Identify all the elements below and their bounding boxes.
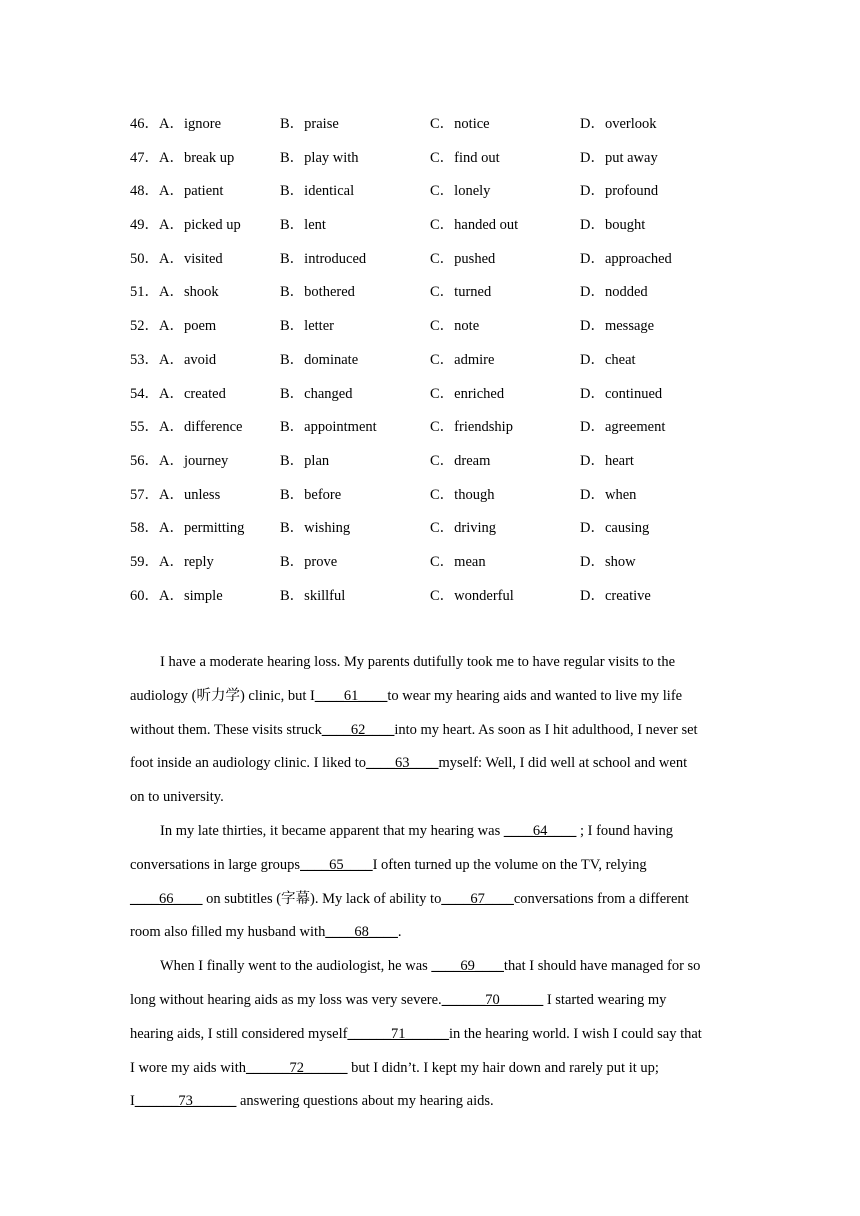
- option-b: [280, 179, 430, 200]
- passage-line: [130, 954, 730, 988]
- passage-text: .: [397, 924, 402, 941]
- question-number: 50．: [130, 250, 159, 267]
- passage-line: [130, 988, 730, 1022]
- option-text: C．driving: [430, 520, 497, 537]
- option-c: [430, 112, 580, 133]
- option-b: [280, 112, 430, 133]
- option-d: [580, 449, 750, 470]
- passage-text: foot inside an audiology clinic. I liked to: [130, 755, 366, 772]
- option-b: [280, 382, 430, 403]
- option-c: [430, 382, 580, 403]
- passage-text: without them. These visits struck: [130, 721, 322, 738]
- option-d: [580, 314, 750, 335]
- option-text: D．causing: [580, 520, 650, 537]
- option-text: B．plan: [280, 452, 330, 469]
- option-a: [130, 584, 280, 605]
- reading-passage: [130, 650, 730, 1123]
- option-text: C．pushed: [430, 250, 496, 267]
- option-c: [430, 415, 580, 436]
- option-a: [130, 112, 280, 133]
- option-b: [280, 449, 430, 470]
- passage-text: I wore my aids with: [130, 1059, 246, 1076]
- passage-text: hearing aids, I still considered myself: [130, 1025, 348, 1042]
- passage-text: that I should have managed for so: [503, 958, 701, 975]
- option-b: [280, 483, 430, 504]
- option-d: [580, 483, 750, 504]
- option-text: C．handed out: [430, 217, 519, 234]
- option-text: A．patient: [159, 183, 224, 200]
- answer-blank: ____68____: [325, 924, 398, 941]
- option-text: A．ignore: [159, 116, 222, 132]
- option-d: [580, 213, 750, 234]
- option-c: [430, 550, 580, 571]
- question-row: [130, 348, 750, 382]
- question-row: [130, 584, 750, 618]
- option-d: [580, 280, 750, 301]
- option-text: C．turned: [430, 284, 492, 301]
- passage-text: conversations from a different: [513, 890, 689, 907]
- answer-blank: ____69____: [431, 958, 504, 975]
- option-text: C．enriched: [430, 385, 505, 402]
- passage-text: When I finally went to the audiologist, he was: [160, 958, 432, 975]
- passage-line: [130, 819, 730, 853]
- option-a: [130, 314, 280, 335]
- option-text: C．lonely: [430, 183, 491, 200]
- passage-text: audiology (听力学) clinic, but I: [130, 687, 315, 704]
- option-a: [130, 382, 280, 403]
- option-b: [280, 550, 430, 571]
- option-text: D．continued: [580, 385, 663, 402]
- option-text: B．introduced: [280, 250, 367, 267]
- option-text: C．find out: [430, 149, 500, 166]
- passage-line: [130, 785, 730, 819]
- option-text: D．show: [580, 553, 636, 570]
- passage-line: [130, 1089, 730, 1123]
- option-a: [130, 213, 280, 234]
- option-c: [430, 280, 580, 301]
- option-text: D．approached: [580, 250, 672, 267]
- passage-text: but I didn’t. I kept my hair down and rarely put it up;: [347, 1059, 659, 1076]
- option-c: [430, 146, 580, 167]
- option-b: [280, 584, 430, 605]
- option-c: [430, 449, 580, 470]
- option-c: [430, 247, 580, 268]
- option-text: C．admire: [430, 351, 495, 368]
- option-a: [130, 483, 280, 504]
- passage-line: [130, 718, 730, 752]
- passage-text: conversations in large groups: [130, 856, 301, 873]
- question-number: 49．: [130, 217, 159, 234]
- question-row: [130, 415, 750, 449]
- option-text: D．agreement: [580, 419, 666, 436]
- option-c: [430, 179, 580, 200]
- option-text: D．nodded: [580, 284, 648, 301]
- question-row: [130, 280, 750, 314]
- option-text: A．visited: [159, 250, 223, 267]
- passage-line: [130, 1022, 730, 1056]
- option-text: D．put away: [580, 149, 658, 166]
- option-d: [580, 415, 750, 436]
- passage-text: on to university.: [130, 789, 224, 806]
- passage-line: [130, 751, 730, 785]
- option-text: C．wonderful: [430, 587, 514, 604]
- passage-text: In my late thirties, it became apparent that my hearing was: [160, 822, 504, 839]
- question-row: [130, 247, 750, 281]
- answer-blank: ______72______: [245, 1059, 348, 1076]
- question-number: 60．: [130, 587, 159, 604]
- option-text: B．letter: [280, 318, 334, 335]
- question-number: 51．: [130, 284, 159, 301]
- question-number: 53．: [130, 351, 159, 368]
- option-a: [130, 449, 280, 470]
- option-text: B．dominate: [280, 351, 359, 368]
- answer-blank: ____63____: [365, 755, 439, 772]
- question-number: 46．: [130, 116, 159, 132]
- option-d: [580, 382, 750, 403]
- option-text: A．shook: [159, 284, 219, 301]
- answer-blank: ______70______: [441, 991, 544, 1008]
- option-d: [580, 348, 750, 369]
- option-b: [280, 415, 430, 436]
- passage-line: [130, 920, 730, 954]
- option-text: B．lent: [280, 217, 326, 234]
- option-c: [430, 213, 580, 234]
- option-b: [280, 247, 430, 268]
- passage-line: [130, 1056, 730, 1090]
- option-a: [130, 247, 280, 268]
- question-row: [130, 382, 750, 416]
- question-number: 54．: [130, 385, 159, 402]
- passage-text: myself: Well, I did well at school and went: [438, 755, 688, 772]
- option-text: B．praise: [280, 116, 339, 132]
- answer-blank: ____64____: [503, 822, 577, 839]
- option-text: A．difference: [159, 419, 243, 436]
- option-text: C．notice: [430, 116, 490, 132]
- option-a: [130, 280, 280, 301]
- option-text: D．profound: [580, 183, 659, 200]
- question-number: 59．: [130, 553, 159, 570]
- option-d: [580, 516, 750, 537]
- option-text: B．identical: [280, 183, 355, 200]
- option-a: [130, 348, 280, 369]
- option-d: [580, 146, 750, 167]
- option-text: C．friendship: [430, 419, 513, 436]
- option-c: [430, 314, 580, 335]
- option-text: A．break up: [159, 149, 235, 166]
- answer-blank: ____62____: [321, 721, 395, 738]
- passage-text: long without hearing aids as my loss was very severe.: [130, 991, 442, 1008]
- question-number: 47．: [130, 149, 159, 166]
- option-text: B．play with: [280, 149, 359, 166]
- answer-blank: ____61____: [314, 687, 388, 704]
- option-text: C．note: [430, 318, 480, 335]
- passage-text: I: [130, 1093, 135, 1110]
- passage-text: I started wearing my: [543, 991, 667, 1008]
- option-b: [280, 146, 430, 167]
- option-text: A．simple: [159, 587, 223, 604]
- option-text: D．when: [580, 486, 637, 503]
- option-text: B．skillful: [280, 587, 346, 604]
- option-text: B．before: [280, 486, 342, 503]
- option-text: B．changed: [280, 385, 353, 402]
- option-text: C．mean: [430, 553, 486, 570]
- question-number: 58．: [130, 520, 159, 537]
- question-number: 52．: [130, 318, 159, 335]
- option-text: A．permitting: [159, 520, 245, 537]
- question-number: 56．: [130, 452, 159, 469]
- passage-text: in the hearing world. I wish I could say that: [448, 1025, 702, 1042]
- option-text: D．message: [580, 318, 655, 335]
- question-number: 55．: [130, 419, 159, 436]
- passage-text: into my heart. As soon as I hit adulthood, I never set: [394, 721, 698, 738]
- option-c: [430, 483, 580, 504]
- option-text: D．bought: [580, 217, 646, 234]
- option-text: D．overlook: [580, 116, 657, 132]
- answer-blank: ______71______: [347, 1025, 449, 1042]
- option-text: D．heart: [580, 452, 634, 469]
- option-text: B．appointment: [280, 419, 377, 436]
- passage-text: answering questions about my hearing aids.: [236, 1093, 494, 1110]
- question-number: 57．: [130, 486, 159, 503]
- option-b: [280, 213, 430, 234]
- answer-blank: ____66____: [130, 890, 203, 907]
- option-text: A．unless: [159, 486, 221, 503]
- passage-line: [130, 887, 730, 921]
- question-row: [130, 550, 750, 584]
- option-b: [280, 314, 430, 335]
- question-row: [130, 112, 750, 146]
- option-text: A．created: [159, 385, 226, 402]
- option-d: [580, 550, 750, 571]
- option-text: A．reply: [159, 553, 214, 570]
- option-c: [430, 348, 580, 369]
- question-row: [130, 516, 750, 550]
- option-a: [130, 415, 280, 436]
- answer-options-table: [130, 112, 750, 617]
- option-b: [280, 516, 430, 537]
- question-row: [130, 314, 750, 348]
- option-text: D．cheat: [580, 351, 636, 368]
- question-number: 48．: [130, 183, 159, 200]
- option-d: [580, 247, 750, 268]
- option-text: B．bothered: [280, 284, 355, 301]
- option-c: [430, 516, 580, 537]
- option-b: [280, 348, 430, 369]
- option-text: A．journey: [159, 452, 229, 469]
- option-text: A．picked up: [159, 217, 241, 234]
- option-b: [280, 280, 430, 301]
- passage-line: [130, 853, 730, 887]
- option-text: B．prove: [280, 553, 338, 570]
- question-row: [130, 213, 750, 247]
- passage-text: ; I found having: [576, 822, 674, 839]
- passage-text: to wear my hearing aids and wanted to live my life: [387, 687, 683, 704]
- answer-blank: ______73______: [134, 1093, 237, 1110]
- option-d: [580, 179, 750, 200]
- question-row: [130, 146, 750, 180]
- option-text: A．avoid: [159, 351, 217, 368]
- passage-line: [130, 650, 730, 684]
- question-row: [130, 483, 750, 517]
- option-text: C．dream: [430, 452, 491, 469]
- passage-text: I often turned up the volume on the TV, relying: [372, 856, 647, 873]
- question-row: [130, 179, 750, 213]
- option-text: C．though: [430, 486, 495, 503]
- option-d: [580, 112, 750, 133]
- passage-text: on subtitles (字幕). My lack of ability to: [202, 890, 442, 907]
- answer-blank: ____67____: [441, 890, 514, 907]
- option-a: [130, 550, 280, 571]
- option-a: [130, 516, 280, 537]
- question-row: [130, 449, 750, 483]
- option-text: B．wishing: [280, 520, 351, 537]
- option-d: [580, 584, 750, 605]
- answer-blank: ____65____: [300, 856, 373, 873]
- passage-line: [130, 684, 730, 718]
- option-text: A．poem: [159, 318, 217, 335]
- option-a: [130, 179, 280, 200]
- option-c: [430, 584, 580, 605]
- option-a: [130, 146, 280, 167]
- passage-text: room also filled my husband with: [130, 924, 326, 941]
- option-text: D．creative: [580, 587, 651, 604]
- passage-text: I have a moderate hearing loss. My parents dutifully took me to have regular visits to the: [160, 654, 676, 670]
